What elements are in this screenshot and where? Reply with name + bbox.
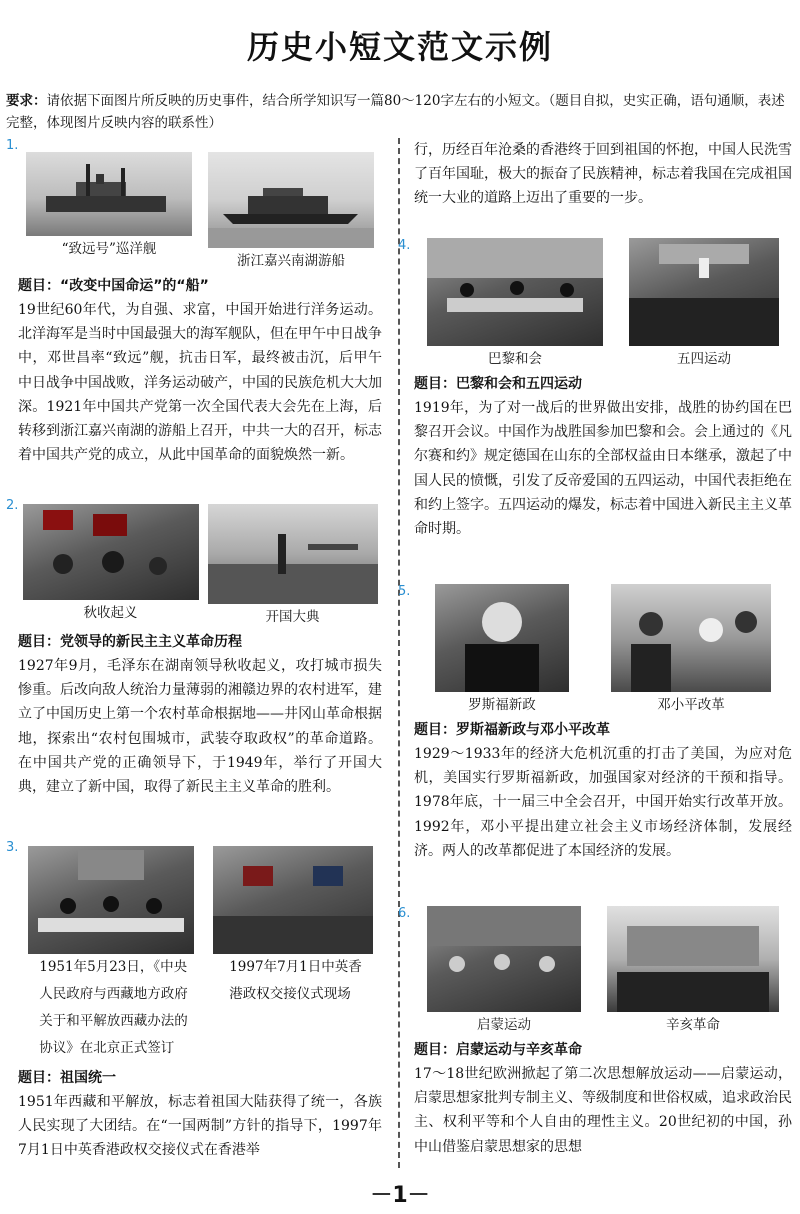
photo-figure [435, 584, 569, 718]
photo-caption: 秋收起义 [83, 605, 138, 621]
photo-caption: 邓小平改革 [657, 697, 725, 713]
requirement [6, 90, 792, 134]
column-divider [398, 138, 400, 1168]
photo-figure [427, 238, 603, 372]
ceremony-photo-icon [208, 504, 378, 604]
photo-figure [629, 238, 779, 372]
item-number: 6. [398, 906, 411, 921]
revolution-photo-icon [607, 906, 779, 1012]
photo-caption: 启蒙运动 [477, 1017, 531, 1033]
conference-photo-icon [427, 238, 603, 346]
cruiser-photo-icon [26, 152, 192, 236]
photo-figure [607, 906, 779, 1038]
item-number: 1. [6, 138, 19, 153]
requirement-label: 要求： [6, 93, 47, 109]
protest-photo-icon [629, 238, 779, 346]
page-title: 历史小短文范文示例 [246, 28, 553, 66]
page-number: －1－ [370, 1183, 430, 1208]
photo-caption: 浙江嘉兴南湖游船 [237, 253, 345, 269]
essay-topic: 题目：祖国统一 [18, 1070, 116, 1086]
item-number: 2. [6, 498, 19, 513]
requirement-text: 请依据下面图片所反映的历史事件，结合所学知识写一篇80～120字左右的小短文。（题目自拟，史实正确，语句通顺，表述完整，体现图片反映内容的联系性） [6, 93, 785, 131]
essay-topic: 题目：巴黎和会和五四运动 [414, 376, 582, 392]
photo-caption: 巴黎和会 [488, 351, 542, 367]
photo-caption: 1997年7月1日中英香 港政权交接仪式现场 [229, 959, 362, 1002]
photo-caption: “致远号”巡洋舰 [61, 241, 157, 257]
left-column [6, 138, 382, 1170]
right-column [398, 138, 792, 1159]
essay-body-continued: 行，历经百年沧桑的香港终于回到祖国的怀抱，中国人民洗雪了百年国耻，极大的振奋了民族精神，标志着我国在完成祖国统一大业的道路上迈出了重要的一步。 [414, 142, 792, 207]
essay-body: 1919年，为了对一战后的世界做出安排，战胜的协约国在巴黎召开会议。中国作为战胜国参加巴黎和会。会上通过的《凡尔赛和约》规定德国在山东的全部权益由日本继承，激起了中国人民的愤慨，引发了反帝爱国的五四运动，中国代表拒绝在和约上签字。五四运动的爆发，标志着中国进入新民主主义革命时期。 [414, 400, 792, 538]
essay-topic: 题目：党领导的新民主主义革命历程 [18, 634, 242, 650]
essay-item-1 [6, 138, 382, 498]
essay-item-2 [6, 498, 382, 840]
handover-photo-icon [213, 846, 373, 954]
salon-photo-icon [427, 906, 581, 1012]
essay-body: 17～18世纪欧洲掀起了第二次思想解放运动——启蒙运动，启蒙思想家批判专制主义、等级制度和世俗权威，追求政治民主、权利平等和个人自由的理性主义。20世纪初的中国，孙中山借鉴启蒙思想家的思想 [414, 1066, 792, 1155]
essay-body: 1951年西藏和平解放，标志着祖国大陆获得了统一，各族人民实现了大团结。在“一国两制”方针的指导下，1997年7月1日中英香港政权交接仪式在香港举 [18, 1094, 382, 1159]
essay-topic: 题目：“改变中国命运”的“船” [18, 278, 209, 294]
uprising-photo-icon [23, 504, 199, 600]
essay-topic: 题目：启蒙运动与辛亥革命 [414, 1042, 582, 1058]
essay-topic: 题目：罗斯福新政与邓小平改革 [414, 722, 610, 738]
roosevelt-photo-icon [435, 584, 569, 692]
signing-photo-icon [28, 846, 194, 954]
photo-figure [427, 906, 581, 1038]
photo-figure [208, 152, 374, 274]
photo-figure [611, 584, 771, 718]
photo-figure [208, 504, 378, 630]
essay-item-6 [398, 906, 792, 1159]
photo-caption: 罗斯福新政 [468, 697, 536, 713]
photo-figure [213, 846, 373, 1008]
photo-caption: 1951年5月23日，《中央 人民政府与西藏地方政府 关于和平解放西藏办法的 协议》在北京正式签订 [39, 959, 188, 1056]
essay-body: 1927年9月，毛泽东在湖南领导秋收起义，攻打城市损失惨重。后改向敌人统治力量薄弱的湘赣边界的农村进军，建立了中国历史上第一个农村革命根据地——井冈山革命根据地，探索出“农村包围城市，武装夺取政权”的革命道路。在中国共产党的正确领导下，于1949年，举行了开国大典，建立了新中国，取得了新民主主义革命的胜利。 [18, 658, 382, 796]
photo-figure [23, 504, 199, 630]
photo-caption: 开国大典 [265, 609, 320, 625]
item-number: 5. [398, 584, 411, 599]
essay-item-4 [398, 238, 792, 584]
item-number: 4. [398, 238, 411, 253]
photo-figure [26, 152, 192, 274]
essay-body: 1929～1933年的经济大危机沉重的打击了美国，为应对危机，美国实行罗斯福新政，加强国家对经济的干预和指导。1978年底，十一届三中全会召开，中国开始实行改革开放。1992年，邓小平提出建立社会主义市场经济体制，发展经济。两人的改革都促进了本国经济的发展。 [414, 746, 792, 859]
deng-photo-icon [611, 584, 771, 692]
photo-figure [28, 846, 194, 1062]
boat-photo-icon [208, 152, 374, 248]
essay-item-5 [398, 584, 792, 906]
photo-caption: 辛亥革命 [666, 1017, 720, 1033]
item-number: 3. [6, 840, 19, 855]
essay-body: 19世纪60年代，为自强、求富，中国开始进行洋务运动。北洋海军是当时中国最强大的海军舰队，但在甲午中日战争中，邓世昌率“致远”舰，抗击日军，最终被击沉，后甲午中日战争中国战败，洋务运动破产，中国的民族危机大大加深。1921年中国共产党第一次全国代表大会先在上海，后转移到浙江嘉兴南湖的游船上召开，中共一大的召开，标志着中国共产党的成立，从此中国革命的面貌焕然一新。 [18, 302, 382, 464]
photo-caption: 五四运动 [677, 351, 731, 367]
essay-item-3 [6, 840, 382, 1170]
